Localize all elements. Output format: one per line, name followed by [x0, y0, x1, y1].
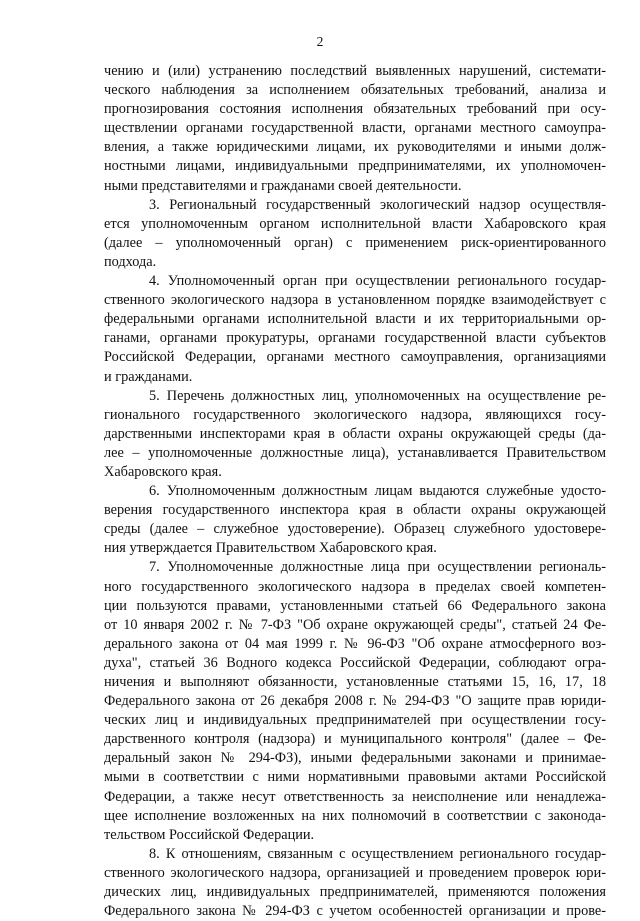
text-line: ществлении органами государственной власти, органами местного самоупра- — [104, 120, 606, 137]
text-line: дических лиц, индивидуальных предпринимателей, применяются положения — [104, 884, 606, 901]
text-line: прогнозирования состояния исполнения обязательных требований при осу- — [104, 101, 606, 118]
text-line: ется уполномоченным органом исполнительной власти Хабаровского края — [104, 215, 606, 232]
text-line: деральный закон № 294-ФЗ), иными федеральными законами и принимае- — [104, 750, 606, 767]
text-line: ции пользуются правами, установленными статьей 66 Федерального закона — [104, 597, 606, 614]
text-line: ганами, органами прокуратуры, органами государственной власти субъектов — [104, 330, 606, 347]
text-line: Федерации, а также несут ответственность за неисполнение или ненадлежа- — [104, 788, 606, 805]
text-line: среды (далее – служебное удостоверение). Образец служебного удостовере- — [104, 521, 606, 538]
text-line: 7. Уполномоченные должностные лица при осуществлении региональ- — [149, 559, 606, 576]
text-line: Федерального закона № 294-ФЗ с учетом особенностей организации и прове- — [104, 903, 606, 920]
text-line: вления, а также юридическими лицами, их руководителями и иными долж- — [104, 139, 606, 156]
text-line: 6. Уполномоченным должностным лицам выдаются служебные удосто- — [149, 483, 606, 500]
text-line: 4. Уполномоченный орган при осуществлении регионального государ- — [149, 273, 606, 290]
text-line: федеральными органами исполнительной власти и их территориальными ор- — [104, 311, 606, 328]
text-line: духа", статьей 36 Водного кодекса Российской Федерации, соблюдают огра- — [104, 654, 606, 671]
page-number: 2 — [316, 34, 324, 49]
text-line: ничения и выполняют обязанности, установленные статьями 15, 16, 17, 18 — [104, 674, 606, 690]
text-line: ственного экологического надзора в установленном порядке взаимодействует с — [104, 292, 606, 309]
text-line: Хабаровского края. — [104, 463, 222, 480]
text-line: гионального государственного экологического надзора, являющихся госу- — [104, 406, 606, 423]
text-line: чению и (или) устранению последствий выявленных нарушений, системати- — [104, 63, 606, 79]
text-line: и гражданами. — [104, 368, 193, 385]
text-line: мыми в соответствии с ними нормативными правовыми актами Российской — [104, 769, 606, 786]
text-line: дерального закона от 04 мая 1999 г. № 96-ФЗ "Об охране атмосферного воз- — [104, 635, 606, 652]
text-line: от 10 января 2002 г. № 7-ФЗ "Об охране окружающей среды", статьей 24 Фе- — [104, 616, 606, 633]
text-line: верения государственного инспектора края в области охраны окружающей — [104, 502, 606, 519]
text-line: щее исполнение возложенных на них полномочий в соответствии с законода- — [104, 807, 606, 824]
text-line: 5. Перечень должностных лиц, уполномоченных на осуществление ре- — [149, 387, 606, 404]
text-line: ческого наблюдения за исполнением обязательных требований, анализа и — [104, 82, 606, 99]
text-line: 8. К отношениям, связанным с осуществлением регионального государ- — [149, 845, 606, 862]
text-line: ния утверждается Правительством Хабаровского края. — [104, 540, 437, 557]
text-line: дарственного контроля (надзора) и муниципального контроля" (далее – Фе- — [104, 731, 606, 748]
text-line: Российской Федерации, органами местного самоуправления, организациями — [104, 349, 606, 366]
text-line: 3. Региональный государственный экологический надзор осуществля- — [149, 196, 606, 213]
text-line: ными представителями и гражданами своей деятельности. — [104, 177, 462, 194]
document-body — [104, 62, 606, 921]
text-line: ного государственного экологического надзора в пределах своей компетен- — [104, 578, 606, 595]
text-line: Федерального закона от 26 декабря 2008 г. № 294-ФЗ "О защите прав юриди- — [104, 693, 606, 710]
text-line: дарственными инспекторами края в области охраны окружающей среды (да- — [104, 425, 606, 442]
text-line: (далее – уполномоченный орган) с применением риск-ориентированного — [104, 234, 606, 251]
text-line: тельством Российской Федерации. — [104, 826, 315, 843]
text-line: ственного экологического надзора, организацией и проведением проверок юри- — [104, 864, 606, 881]
text-line: лее – уполномоченные должностные лица), устанавливается Правительством — [104, 444, 606, 461]
text-line: подхода. — [104, 253, 157, 270]
text-line: ностными лицами, индивидуальными предпринимателями, их уполномочен- — [104, 158, 606, 175]
text-line: ческих лиц и индивидуальных предпринимателей при осуществлении госу- — [104, 712, 606, 729]
